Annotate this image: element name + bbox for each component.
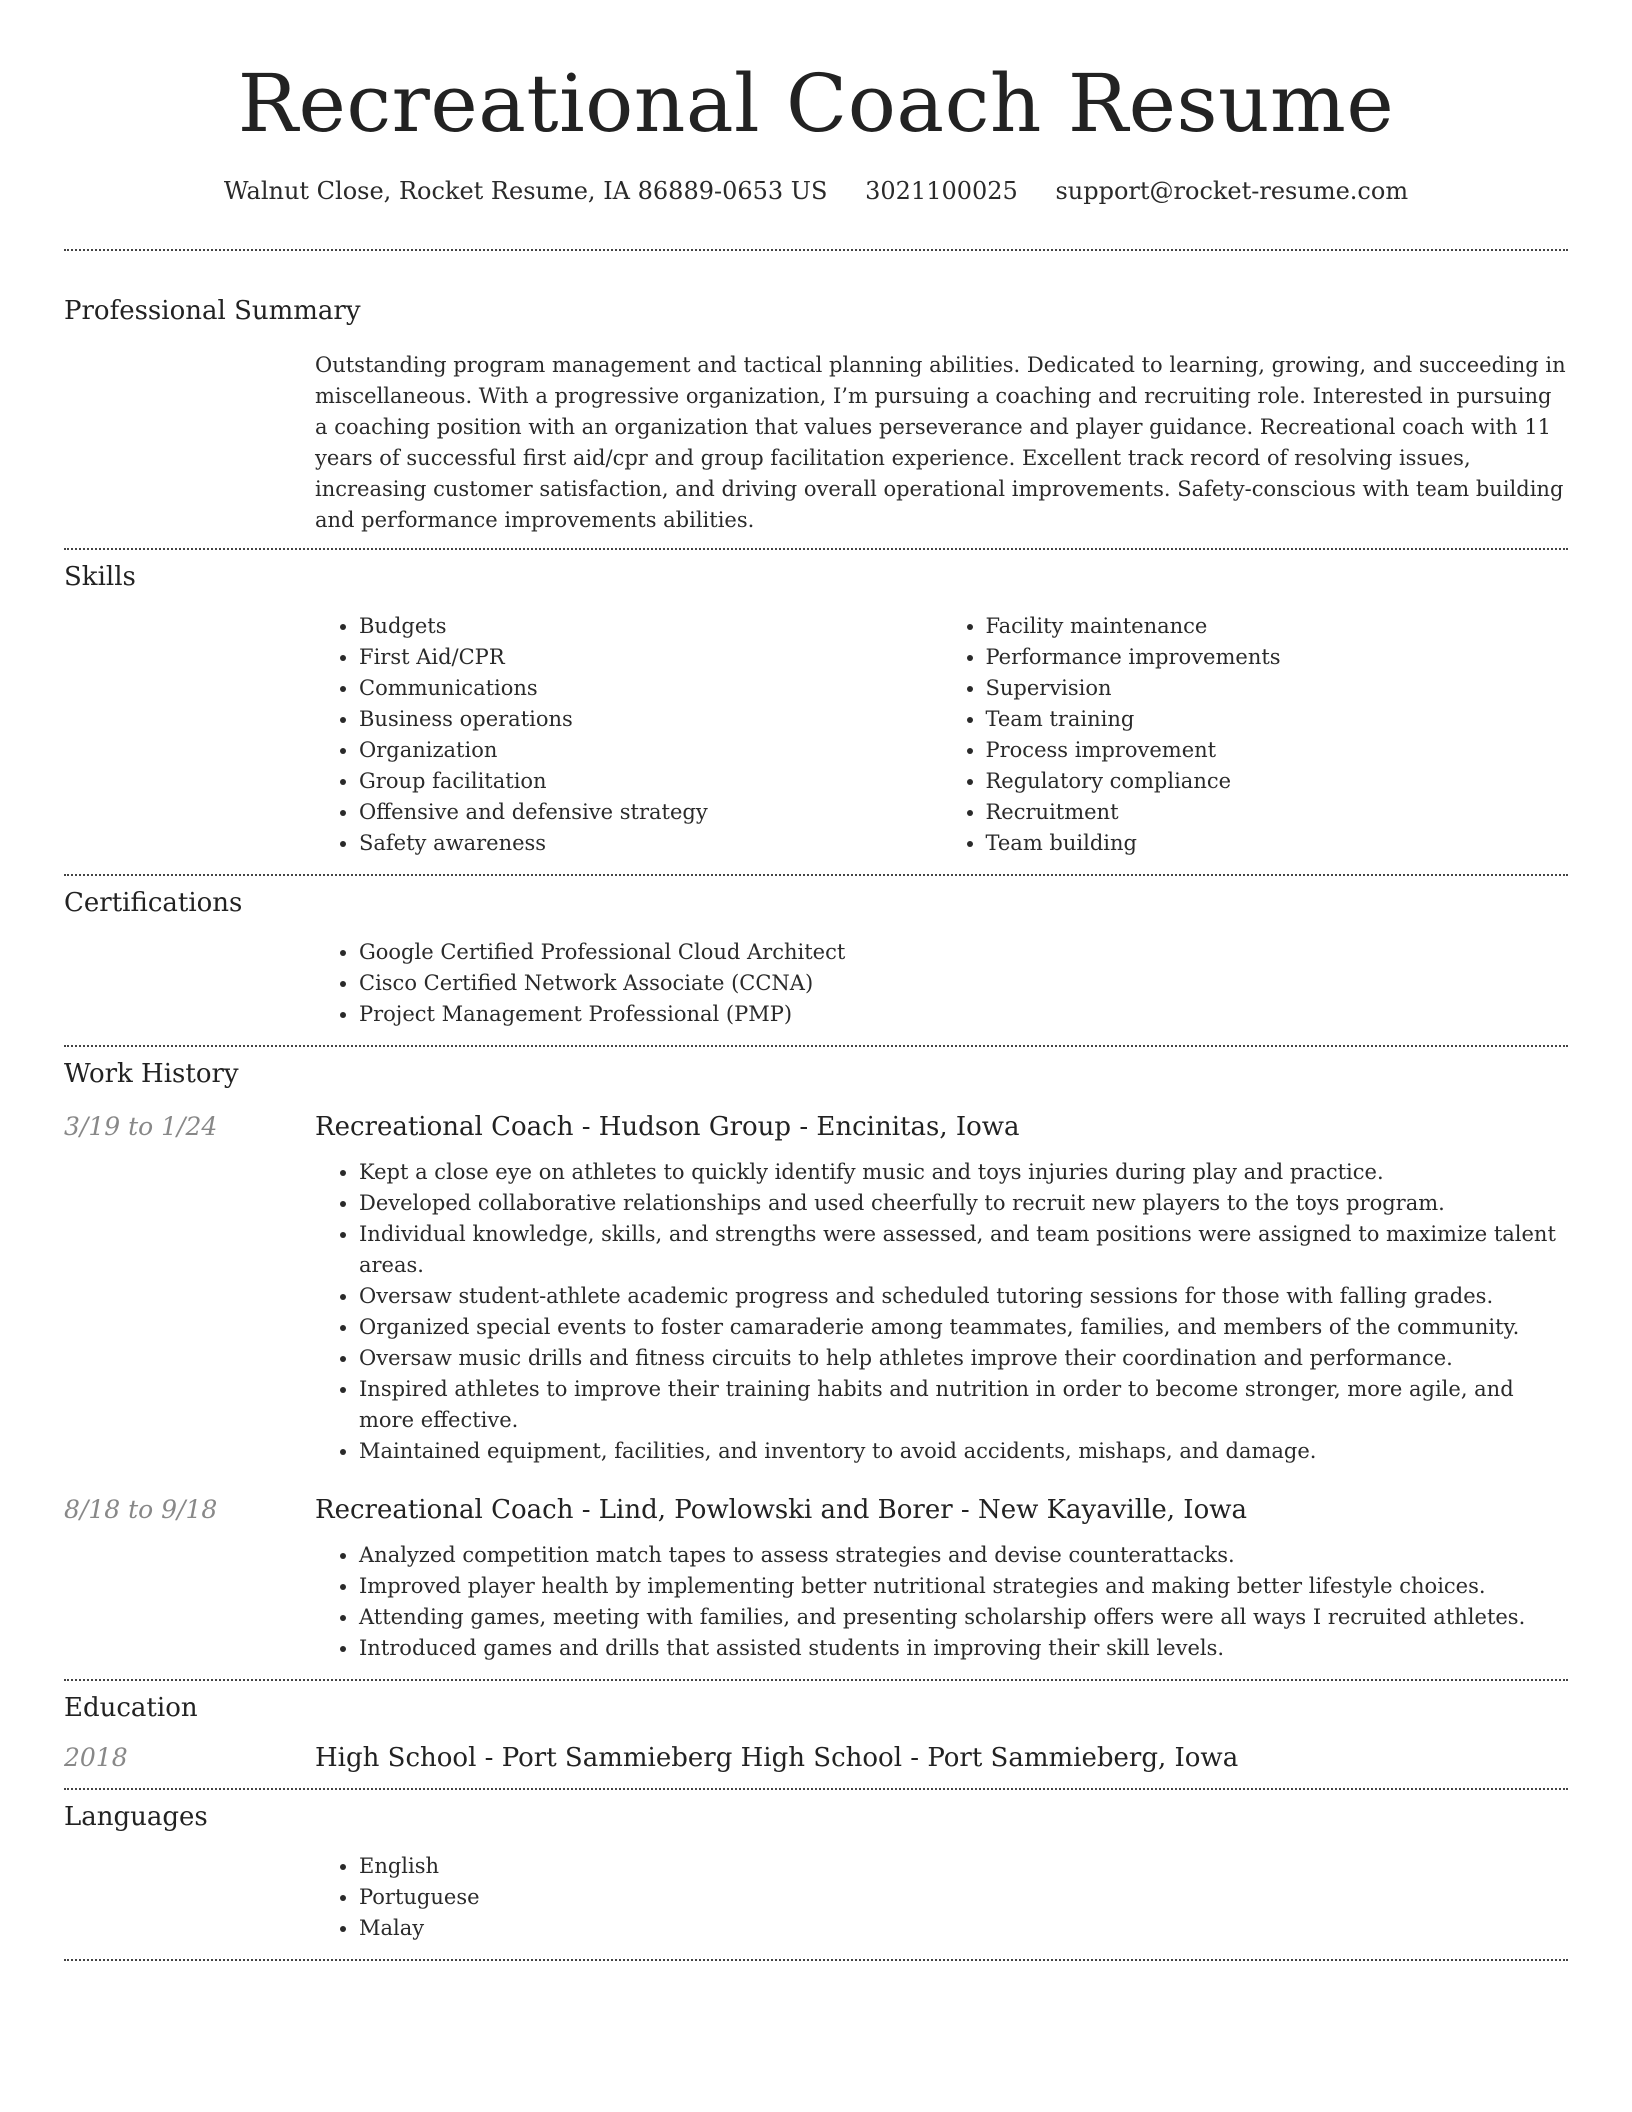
skill-item: • Recruitment (986, 797, 1569, 828)
skills-list-left (315, 611, 942, 859)
section-heading-education: Education (64, 1693, 198, 1723)
jobs-container (64, 1112, 1568, 1679)
job-entry (64, 1495, 1568, 1664)
job-bullet: • Maintained equipment, facilities, and inventory to avoid accidents, mishaps, and damage. (359, 1436, 1568, 1467)
summary-text: Outstanding program management and tactical planning abilities. Dedicated to learning, growing, and succeeding in miscellaneous. With a progressive organization, I’m pursuing a coaching and recruiting role. Interested in pursuing a coaching position with an organization that values perseverance and player guidance. Recreational coach with 11 years of successful first aid/cpr and group facilitation experience. Excellent track record of resolving issues, increasing customer satisfaction, and driving overall operational improvements. Safety-conscious with team building and performance improvements abilities. (315, 353, 1566, 532)
skills-list-right (942, 611, 1569, 859)
languages-list (315, 1851, 1568, 1944)
certification-item: • Cisco Certified Network Associate (CCNA) (359, 968, 1568, 999)
education-date: 2018 (64, 1743, 128, 1772)
skill-item: • Facility maintenance (986, 611, 1569, 642)
skill-item: • Communications (359, 673, 942, 704)
section-heading-certifications: Certifications (64, 888, 243, 918)
skill-item: • Safety awareness (359, 828, 942, 859)
job-body (315, 1157, 1568, 1467)
job-bullet: • Kept a close eye on athletes to quickly identify music and toys injuries during play and practice. (359, 1157, 1568, 1188)
language-item: • English (359, 1851, 1568, 1882)
job-bullet: • Individual knowledge, skills, and strengths were assessed, and team positions were assigned to maximize talent areas. (359, 1219, 1568, 1281)
section-heading-work: Work History (64, 1059, 239, 1089)
section-summary (64, 251, 1568, 548)
contact-line (64, 174, 1568, 208)
language-item: • Portuguese (359, 1882, 1568, 1913)
skill-item: • First Aid/CPR (359, 642, 942, 673)
certification-item: • Google Certified Professional Cloud Architect (359, 937, 1568, 968)
job-bullets (315, 1157, 1568, 1467)
job-header (64, 1112, 1568, 1142)
skill-item: • Regulatory compliance (986, 766, 1569, 797)
skill-item: • Budgets (359, 611, 942, 642)
job-bullet: • Introduced games and drills that assisted students in improving their skill levels. (359, 1633, 1568, 1664)
education-entry (64, 1743, 1568, 1773)
certifications-body (315, 937, 1568, 1045)
section-work-history (64, 1047, 1568, 1679)
skill-item: • Team training (986, 704, 1569, 735)
job-bullet: • Analyzed competition match tapes to assess strategies and devise counterattacks. (359, 1540, 1568, 1571)
section-certifications (64, 876, 1568, 1045)
job-bullet: • Attending games, meeting with families, and presenting scholarship offers were all ways I recruited athletes. (359, 1602, 1568, 1633)
job-bullet: • Organized special events to foster camaraderie among teammates, families, and members of the community. (359, 1312, 1568, 1343)
skill-item: • Offensive and defensive strategy (359, 797, 942, 828)
contact-address: Walnut Close, Rocket Resume, IA 86889-0653 US (223, 177, 828, 205)
section-heading-summary: Professional Summary (64, 296, 361, 326)
job-bullet: • Developed collaborative relationships and used cheerfully to recruit new players to the toys program. (359, 1188, 1568, 1219)
skill-item: • Organization (359, 735, 942, 766)
skill-item: • Team building (986, 828, 1569, 859)
skill-item: • Business operations (359, 704, 942, 735)
section-skills (64, 550, 1568, 874)
skill-item: • Supervision (986, 673, 1569, 704)
contact-email: support@rocket-resume.com (1055, 177, 1409, 205)
job-header (64, 1495, 1568, 1525)
contact-phone: 3021100025 (865, 177, 1018, 205)
job-bullet: • Improved player health by implementing better nutritional strategies and making better lifestyle choices. (359, 1571, 1568, 1602)
language-item: • Malay (359, 1913, 1568, 1944)
job-bullet: • Oversaw music drills and fitness circuits to help athletes improve their coordination and performance. (359, 1343, 1568, 1374)
job-dates: 8/18 to 9/18 (64, 1495, 218, 1524)
certifications-list (315, 937, 1568, 1030)
job-title: Recreational Coach - Lind, Powlowski and Borer - New Kayaville, Iowa (315, 1495, 1247, 1525)
job-entry (64, 1112, 1568, 1467)
job-body (315, 1540, 1568, 1664)
section-languages (64, 1790, 1568, 1959)
resume-title: Recreational Coach Resume (237, 57, 1395, 150)
job-bullet: • Oversaw student-athlete academic progress and scheduled tutoring sessions for those with falling grades. (359, 1281, 1568, 1312)
section-heading-languages: Languages (64, 1802, 208, 1832)
skill-item: • Performance improvements (986, 642, 1569, 673)
certification-item: • Project Management Professional (PMP) (359, 999, 1568, 1030)
skills-columns (315, 611, 1568, 874)
section-education (64, 1681, 1568, 1788)
education-title: High School - Port Sammieberg High School - Port Sammieberg, Iowa (315, 1743, 1239, 1773)
job-bullet: • Inspired athletes to improve their training habits and nutrition in order to become stronger, more agile, and more effective. (359, 1374, 1568, 1436)
skill-item: • Process improvement (986, 735, 1569, 766)
job-bullets (315, 1540, 1568, 1664)
divider (64, 1959, 1568, 1961)
job-title: Recreational Coach - Hudson Group - Encinitas, Iowa (315, 1112, 1020, 1142)
section-heading-skills: Skills (64, 562, 136, 592)
languages-body (315, 1851, 1568, 1959)
skill-item: • Group facilitation (359, 766, 942, 797)
job-dates: 3/19 to 1/24 (64, 1112, 218, 1141)
education-container (64, 1743, 1568, 1788)
